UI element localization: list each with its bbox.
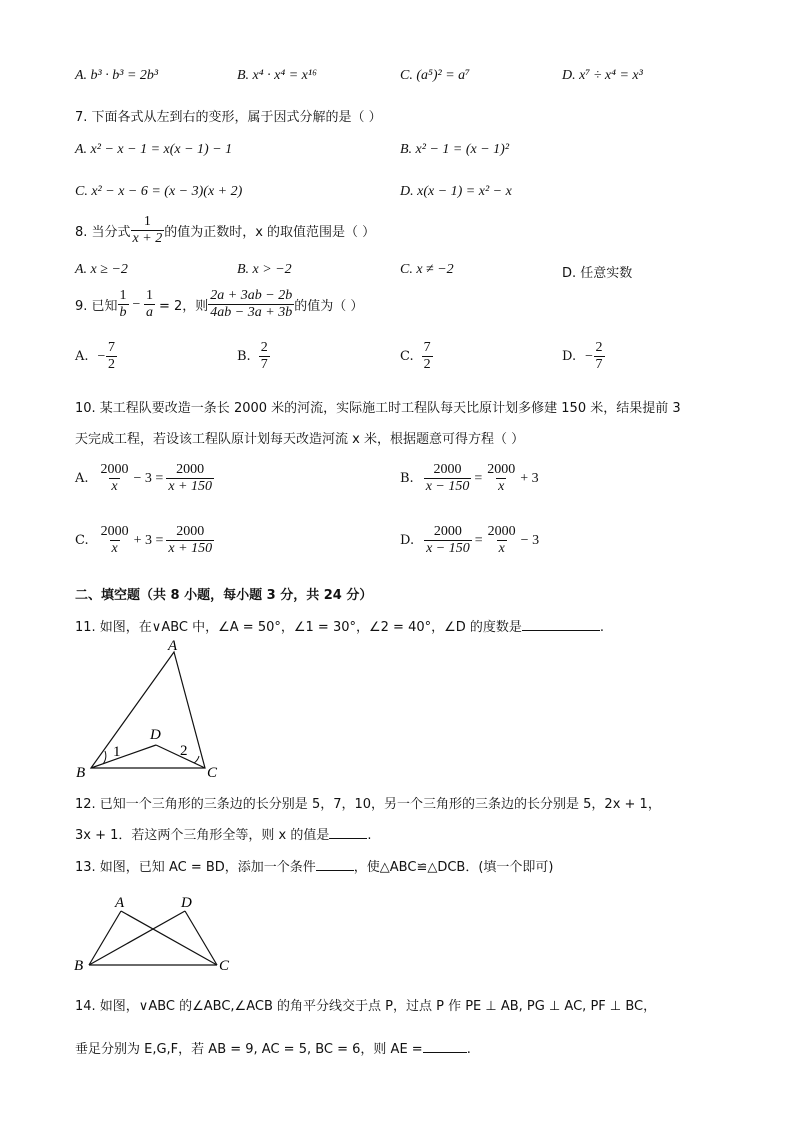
q10-d-lfrac bbox=[424, 524, 472, 557]
q9-d-den: 7 bbox=[595, 357, 603, 372]
q10-option-d bbox=[400, 524, 539, 557]
q10-d-lnum: 2000 bbox=[433, 524, 462, 539]
q7-option-b: B. x² − 1 = (x − 1)² bbox=[400, 142, 510, 157]
q10-c-rnum: 2000 bbox=[176, 524, 205, 539]
q7-stem: 7. 下面各式从左到右的变形，属于因式分解的是（ ） bbox=[75, 110, 382, 125]
q9-f1-den: b bbox=[119, 305, 127, 320]
q11-angle2-arc bbox=[194, 756, 199, 763]
q10-c-mid: + 3 = bbox=[133, 532, 164, 548]
q10-a-mid: − 3 = bbox=[133, 470, 164, 486]
q10-b-rden: x bbox=[498, 479, 505, 494]
q11-stem bbox=[75, 616, 604, 635]
q6-option-a: A. b³ · b³ = 2b³ bbox=[75, 68, 159, 83]
q13-label-d: D bbox=[181, 895, 192, 911]
q9-minus: − bbox=[131, 296, 141, 312]
q10-option-c bbox=[75, 524, 214, 557]
q12-stem-line2 bbox=[75, 824, 372, 843]
q10-a-lfrac bbox=[99, 462, 131, 495]
q9-stem-post: 的值为（ ） bbox=[294, 299, 364, 314]
q10-b-rfrac bbox=[485, 462, 517, 495]
q11-stem-text: 11. 如图，在∨ABC 中，∠A = 50°，∠1 = 30°，∠2 = 40°，∠D 的度数是 bbox=[75, 620, 522, 635]
q13-figure bbox=[70, 890, 240, 976]
q13-answer-blank[interactable] bbox=[316, 870, 354, 871]
q9-option-d bbox=[562, 340, 605, 373]
q13-stem bbox=[75, 856, 553, 875]
q10-a-rden: x + 150 bbox=[168, 479, 212, 494]
q10-c-rfrac bbox=[166, 524, 214, 557]
q6-option-b: B. x⁴ · x⁴ = x¹⁶ bbox=[237, 68, 317, 83]
q9-fraction-3 bbox=[208, 288, 294, 321]
q9-option-c bbox=[400, 340, 433, 373]
q11-answer-blank[interactable] bbox=[522, 630, 600, 631]
q9-a-frac bbox=[106, 340, 117, 373]
q10-stem-line2: 天完成工程，若设该工程队原计划每天改造河流 x 米，根据题意可得方程（ ） bbox=[75, 432, 525, 447]
q13-segment-ac bbox=[121, 911, 217, 965]
q8-option-b: B. x > −2 bbox=[237, 262, 292, 277]
q11-label-a: A bbox=[168, 638, 178, 654]
q13-stem-pre: 13. 如图，已知 AC = BD，添加一个条件 bbox=[75, 860, 316, 875]
q9-f2-den: a bbox=[146, 305, 153, 320]
q14-stem-line1: 14. 如图，∨ABC 的∠ABC,∠ACB 的角平分线交于点 P，过点 P 作 PE ⊥ AB, PG ⊥ AC, PF ⊥ BC， bbox=[75, 999, 657, 1014]
q12-stem-line1: 12. 已知一个三角形的三条边的长分别是 5，7，10，另一个三角形的三条边的长分别是 5，2x + 1， bbox=[75, 797, 661, 812]
q10-a-label: A. bbox=[75, 471, 89, 486]
q9-b-den: 7 bbox=[260, 357, 268, 372]
q10-d-mid: = bbox=[474, 532, 483, 548]
q8-frac-den: x + 2 bbox=[132, 231, 163, 246]
q10-d-lden: x − 150 bbox=[426, 541, 470, 556]
q10-a-lnum: 2000 bbox=[100, 462, 129, 477]
q9-eq: = 2，则 bbox=[159, 299, 209, 314]
q7-option-c: C. x² − x − 6 = (x − 3)(x + 2) bbox=[75, 184, 243, 199]
q9-option-b bbox=[237, 340, 270, 373]
q11-label-2: 2 bbox=[180, 743, 188, 759]
q9-fraction-1 bbox=[118, 288, 129, 321]
q6-option-d: D. x⁷ ÷ x⁴ = x³ bbox=[562, 68, 643, 83]
q9-b-num: 2 bbox=[260, 340, 268, 355]
q11-triangle-figure bbox=[70, 636, 230, 784]
q9-c-frac bbox=[422, 340, 433, 373]
q10-option-b bbox=[400, 462, 539, 495]
q9-a-den: 2 bbox=[107, 357, 115, 372]
q8-frac-num: 1 bbox=[143, 214, 151, 229]
q11-angle1-arc bbox=[103, 751, 106, 764]
q13-segment-ba bbox=[89, 911, 121, 965]
q11-end: . bbox=[599, 620, 605, 635]
q9-f2-num: 1 bbox=[146, 288, 153, 303]
q10-b-lden: x − 150 bbox=[425, 479, 470, 494]
q11-label-c: C bbox=[207, 765, 218, 781]
q13-segment-bd bbox=[89, 911, 185, 965]
section-heading: 二、填空题（共 8 小题，每小题 3 分，共 24 分） bbox=[75, 588, 373, 603]
q9-c-label: C. bbox=[400, 349, 414, 364]
q7-option-d: D. x(x − 1) = x² − x bbox=[400, 184, 512, 199]
q7-option-a: A. x² − x − 1 = x(x − 1) − 1 bbox=[75, 142, 233, 157]
q8-option-c: C. x ≠ −2 bbox=[400, 262, 454, 277]
q10-b-rnum: 2000 bbox=[487, 462, 516, 477]
q14-answer-blank[interactable] bbox=[423, 1052, 467, 1053]
q11-segment-bd bbox=[91, 745, 156, 768]
q10-option-a bbox=[75, 462, 214, 495]
q13-label-c: C bbox=[219, 958, 230, 974]
q10-b-lnum: 2000 bbox=[433, 462, 462, 477]
q9-stem-pre: 9. 已知 bbox=[75, 299, 118, 314]
q10-b-label: B. bbox=[400, 471, 414, 486]
q12-answer-blank[interactable] bbox=[329, 838, 367, 839]
q10-c-lnum: 2000 bbox=[100, 524, 129, 539]
q10-stem-line1: 10. 某工程队要改造一条长 2000 米的河流，实际施工时工程队每天比原计划多修建 150 米，结果提前 3 bbox=[75, 401, 681, 416]
q10-d-tail: − 3 bbox=[520, 532, 540, 548]
q10-b-lfrac bbox=[424, 462, 472, 495]
q9-stem bbox=[75, 288, 363, 321]
q9-a-num: 7 bbox=[107, 340, 115, 355]
q10-d-rnum: 2000 bbox=[487, 524, 516, 539]
q13-label-a: A bbox=[115, 895, 125, 911]
q6-option-c: C. (a⁵)² = a⁷ bbox=[400, 68, 471, 83]
q9-f3-num: 2a + 3ab − 2b bbox=[210, 288, 293, 303]
q13-segment-dc bbox=[185, 911, 217, 965]
q9-d-frac bbox=[594, 340, 605, 373]
q10-b-tail: + 3 bbox=[520, 470, 539, 486]
q10-c-rden: x + 150 bbox=[168, 541, 213, 556]
q8-stem-pre: 8. 当分式 bbox=[75, 225, 131, 240]
q9-b-frac bbox=[259, 340, 270, 373]
q9-d-sign: − bbox=[584, 348, 594, 364]
q9-f3-den: 4ab − 3a + 3b bbox=[210, 305, 293, 320]
q10-d-rfrac bbox=[486, 524, 518, 557]
q10-a-rfrac bbox=[166, 462, 214, 495]
q8-option-d: D. 任意实数 bbox=[562, 266, 633, 281]
q13-label-b: B bbox=[74, 958, 84, 974]
q9-f1-num: 1 bbox=[119, 288, 127, 303]
q10-c-lden: x bbox=[111, 541, 118, 556]
q13-stem-post: ，使△ABC≌△DCB．(填一个即可) bbox=[353, 860, 554, 875]
q10-a-rnum: 2000 bbox=[176, 462, 205, 477]
q14-stem-line2 bbox=[75, 1038, 471, 1057]
q9-option-a bbox=[75, 340, 117, 373]
q8-fraction bbox=[131, 214, 165, 247]
q11-triangle-abc bbox=[91, 652, 205, 768]
q10-a-lden: x bbox=[111, 479, 118, 494]
q9-fraction-2 bbox=[144, 288, 155, 321]
q9-c-den: 2 bbox=[423, 357, 431, 372]
q9-a-label: A. bbox=[75, 349, 89, 364]
q10-d-label: D. bbox=[400, 533, 415, 548]
q12-line2-text: 3x + 1．若这两个三角形全等，则 x 的值是 bbox=[75, 828, 330, 843]
q9-d-label: D. bbox=[562, 349, 577, 364]
q14-line2-text: 垂足分别为 E,G,F，若 AB = 9, AC = 5, BC = 6，则 AE = bbox=[75, 1042, 423, 1057]
q8-stem bbox=[75, 214, 375, 247]
q10-c-lfrac bbox=[99, 524, 131, 557]
q10-c-label: C. bbox=[75, 533, 89, 548]
q11-label-d: D bbox=[150, 727, 161, 743]
q9-a-sign: − bbox=[96, 348, 106, 364]
q11-label-b: B bbox=[76, 765, 86, 781]
q14-end: . bbox=[466, 1042, 471, 1057]
q8-stem-post: 的值为正数时，x 的取值范围是（ ） bbox=[164, 225, 376, 240]
q11-label-1: 1 bbox=[113, 744, 121, 760]
q8-option-a: A. x ≥ −2 bbox=[75, 262, 128, 277]
q12-end: . bbox=[367, 828, 372, 843]
q10-d-rden: x bbox=[498, 541, 505, 556]
q9-b-label: B. bbox=[237, 349, 251, 364]
q9-d-num: 2 bbox=[595, 340, 603, 355]
q9-c-num: 7 bbox=[423, 340, 431, 355]
q10-b-mid: = bbox=[474, 470, 483, 486]
